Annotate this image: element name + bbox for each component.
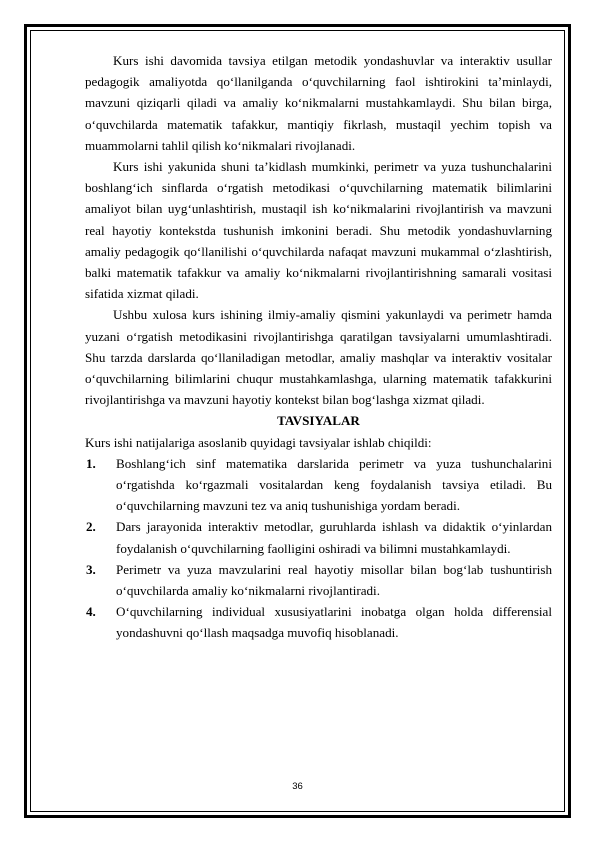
item-number: 2. — [86, 519, 96, 535]
item-text: O‘quvchilarning individual xususiyatlarini inobatga olgan holda differensial yondashuvni qo‘llash maqsadga muvofiq hisoblanadi. — [116, 604, 552, 641]
item-number: 4. — [86, 604, 96, 620]
item-number: 1. — [86, 455, 96, 471]
page-number: 36 — [292, 781, 303, 792]
item-text: Boshlang‘ich sinf matematika darslarida perimetr va yuza tushunchalarini o‘rgatishda ko‘rgazmali vositalardan keng foydalanish tavsiya etiladi. Bu o‘quvchilarning mavzuni tez va aniq tushunishiga yordam beradi. — [116, 455, 552, 514]
section-title: TAVSIYALAR — [277, 413, 360, 429]
recommendations-intro: Kurs ishi natijalariga asoslanib quyidagi tavsiyalar ishlab chiqildi: — [85, 434, 432, 450]
item-text: Dars jarayonida interaktiv metodlar, guruhlarda ishlash va didaktik o‘yinlardan foydalanish o‘quvchilarning faolligini oshiradi va bilimni mustahkamlaydi. — [116, 519, 552, 556]
list-item — [85, 453, 552, 517]
list-item — [85, 559, 552, 601]
item-number: 3. — [86, 561, 96, 577]
list-item — [85, 516, 552, 558]
page-content — [85, 50, 552, 644]
conclusion-paragraph-1: Kurs ishi davomida tavsiya etilgan metodik yondashuvlar va interaktiv usullar pedagogik amaliyotda qo‘llanilganda o‘quvchilarning faol ishtirokini ta’minlaydi, mavzuni qiziqarli qiladi va amaliy ko‘nikmalarni mustahkamlaydi. Shu bilan birga, o‘quvchilarda matematik tafakkur, mantiqiy fikrlash, mustaqil yechim topish va muammolarni tahlil qilish ko‘nikmalari rivojlanadi. — [85, 53, 552, 153]
conclusion-paragraph-2: Kurs ishi yakunida shuni ta’kidlash mumkinki, perimetr va yuza tushunchalarini boshlang‘ich sinflarda o‘rgatish metodikasi o‘quvchilarning matematik bilimlarini amaliyot bilan uyg‘unlashtirish, mustaqil ish ko‘nikmalarini rivojlantirish va mavzuni real hayotiy kontekstda tushunish imkonini beradi. Shu metodik yondashuvlarning amaliy pedagogik qo‘llanilishi o‘quvchilarda nafaqat mavzuni mukammal o‘zlashtirish, balki matematik tafakkur va amaliy ko‘nikmalarni rivojlantirishning samarali vositasi sifatida xizmat qiladi. — [85, 159, 552, 302]
list-item — [85, 601, 552, 643]
item-text: Perimetr va yuza mavzularini real hayotiy misollar bilan bog‘lab tushuntirish o‘quvchilarda amaliy ko‘nikmalarni rivojlantiradi. — [116, 561, 552, 599]
recommendations-list — [85, 453, 552, 644]
conclusion-paragraph-3: Ushbu xulosa kurs ishining ilmiy-amaliy qismini yakunlaydi va perimetr hamda yuzani o‘rgatish metodikasini rivojlantirishga qaratilgan tavsiyalarni umumlashtiradi. Shu tarzda darslarda qo‘llaniladigan metodlar, amaliy mashqlar va interaktiv vositalar o‘quvchilarning bilimlarini chuqur mustahkamlashga, ularning matematik tafakkurini rivojlantirishga va mavzuni hayotiy kontekst bilan bog‘lashga xizmat qiladi. — [85, 307, 552, 408]
